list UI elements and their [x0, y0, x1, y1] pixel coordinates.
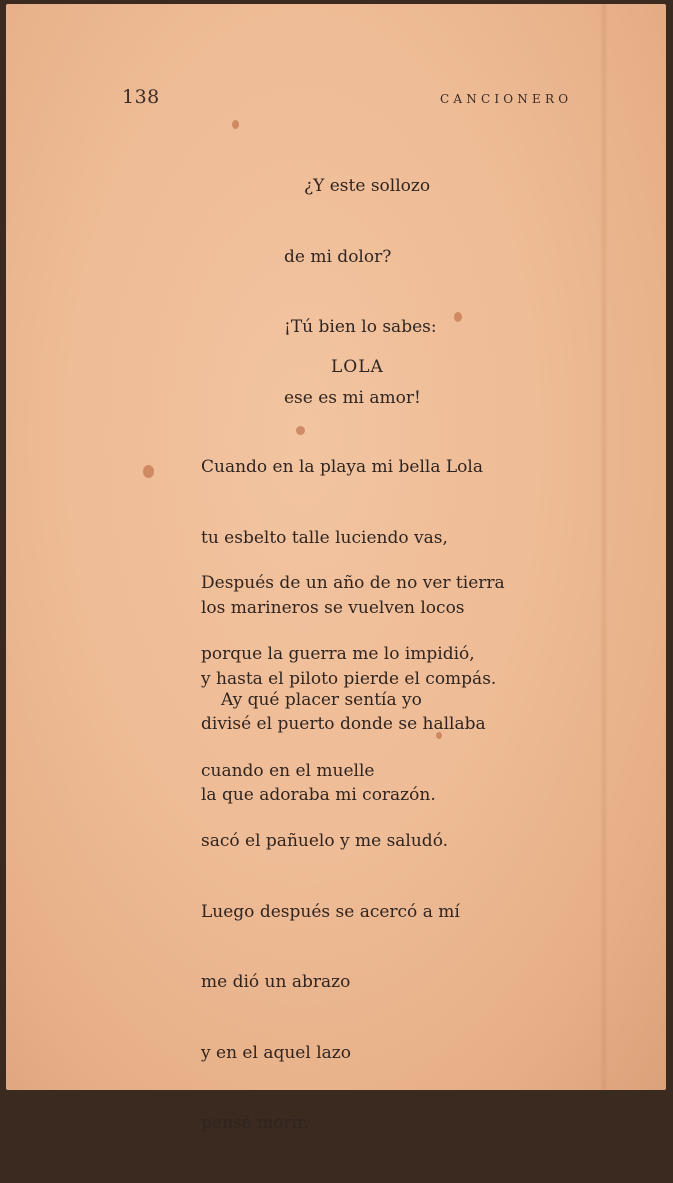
verse-line: y hasta el piloto pierde el compás.	[201, 668, 497, 689]
verse-line: me dió un abrazo	[201, 972, 351, 992]
verse-line: Luego después se acercó a mí	[201, 901, 460, 922]
verse-line: cuando en el muelle	[201, 760, 375, 781]
verse-line: y en el aquel lazo	[201, 1042, 351, 1063]
verse-line: los marineros se vuelven locos	[201, 598, 465, 618]
poem-title: LOLA	[331, 357, 384, 377]
verse-line: pensé morir.	[201, 1113, 309, 1133]
verse-line: ¡Tú bien lo sabes:	[284, 317, 437, 337]
verse-line: Ay qué placer sentía yo	[221, 690, 422, 710]
foxing-spot	[143, 465, 154, 478]
running-title: CANCIONERO	[440, 92, 573, 106]
verse-line: sacó el pañuelo y me saludó.	[201, 831, 449, 851]
verse-line: tu esbelto talle luciendo vas,	[201, 527, 448, 548]
verse-line: Después de un año de no ver tierra	[201, 573, 505, 593]
foxing-spot	[232, 120, 239, 129]
verse-line: Cuando en la playa mi bella Lola	[201, 457, 483, 477]
verse-line: ese es mi amor!	[284, 387, 421, 408]
opening-stanza	[284, 128, 437, 457]
verse-line: ¿Y este sollozo	[304, 176, 431, 196]
verse-line: porque la guerra me lo impidió,	[201, 643, 475, 664]
verse-line: la que adoraba mi corazón.	[201, 784, 436, 805]
book-page	[6, 4, 666, 1133]
stanza-3	[201, 642, 460, 1183]
page-number: 138	[122, 86, 160, 108]
verse-line: divisé el puerto donde se hallaba	[201, 714, 486, 734]
foxing-spot	[454, 312, 462, 322]
verse-line: de mi dolor?	[284, 246, 392, 267]
